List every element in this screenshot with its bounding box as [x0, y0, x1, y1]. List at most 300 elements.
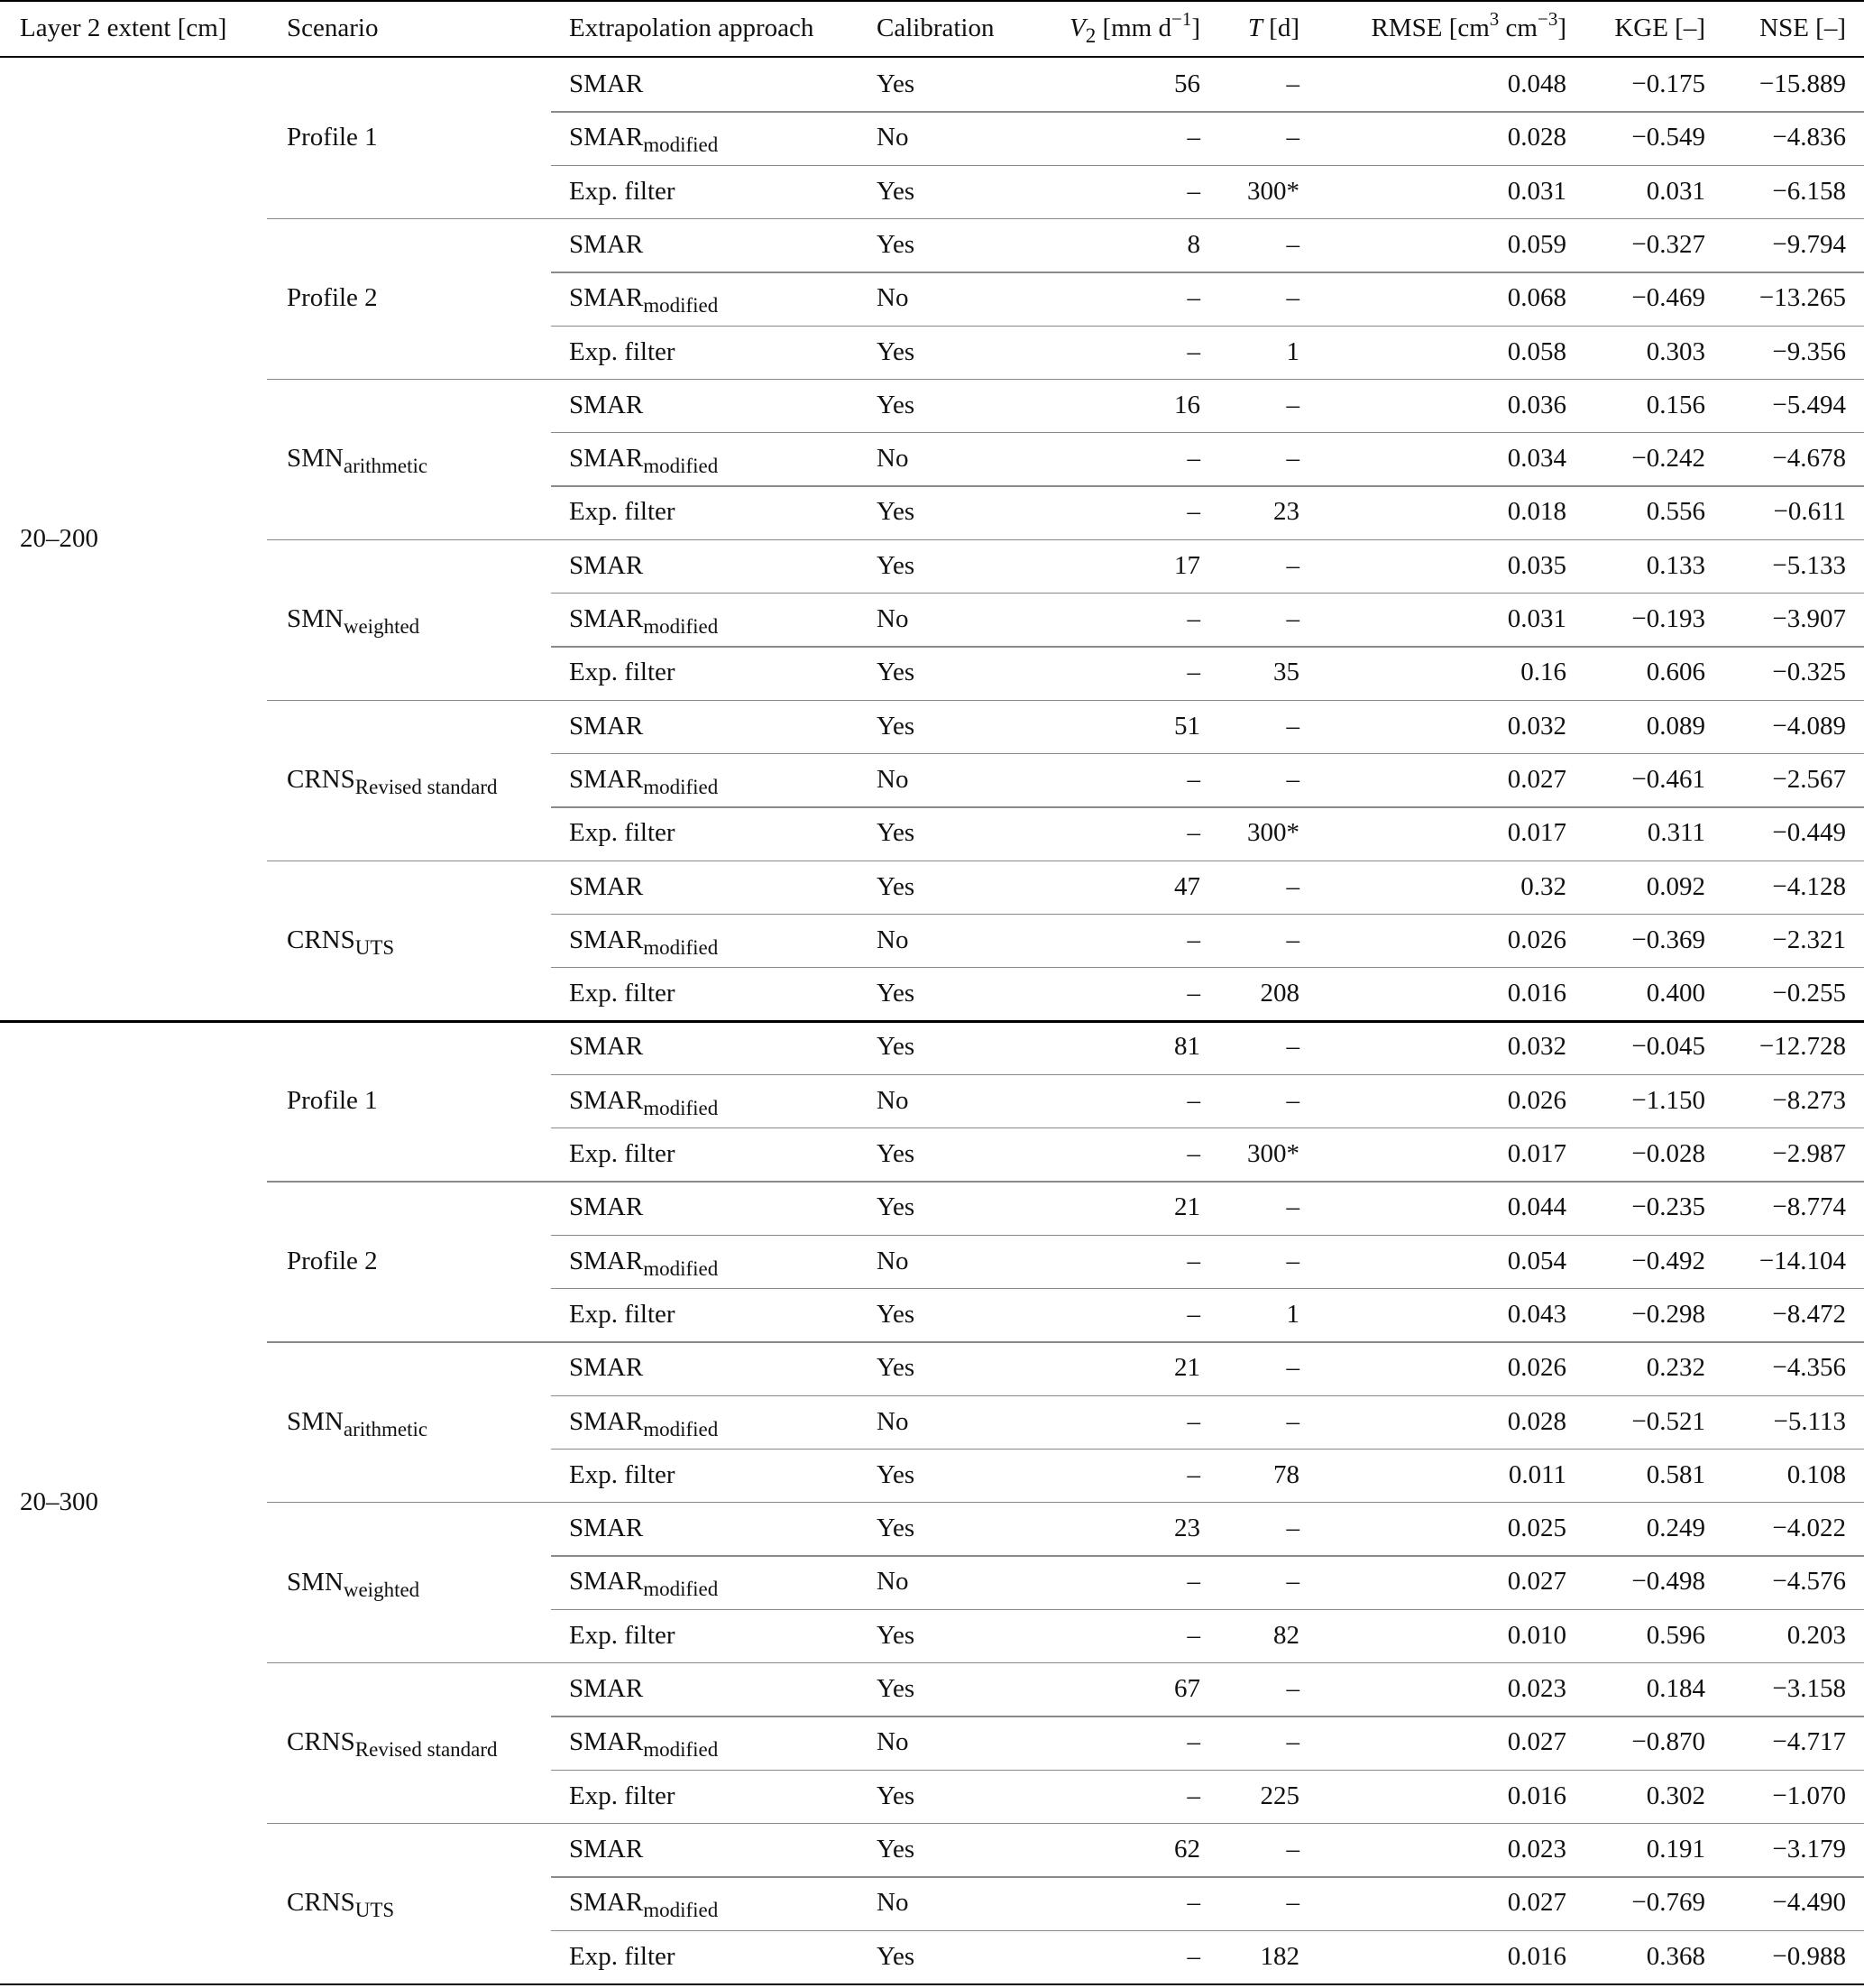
scenario-label: [287, 1556, 419, 1609]
v2-cell: 8: [1187, 229, 1200, 259]
calibration-cell: Yes: [877, 1353, 915, 1383]
kge-cell: 0.232: [1646, 1353, 1705, 1383]
rmse-cell: 0.027: [1507, 1567, 1566, 1597]
table-row: [0, 1930, 1864, 1983]
scenario-subscript: arithmetic: [343, 455, 428, 478]
calibration-cell: Yes: [877, 550, 915, 580]
approach-name: SMAR: [569, 1246, 644, 1275]
approach-name: Exp. filter: [569, 818, 675, 848]
nse-cell: −5.494: [1772, 390, 1846, 419]
approach-cell: [569, 1181, 643, 1234]
nse-cell: −8.273: [1772, 1085, 1846, 1115]
approach-subscript: modified: [643, 1096, 719, 1119]
rmse-cell: 0.023: [1507, 1674, 1566, 1703]
nse-cell: −12.728: [1758, 1032, 1846, 1062]
calibration-cell: No: [877, 1085, 909, 1115]
table-row: [0, 1823, 1864, 1876]
scenario-name: CRNS: [287, 925, 355, 954]
nse-cell: −8.472: [1772, 1299, 1846, 1329]
t-cell: 23: [1273, 497, 1299, 527]
approach-name: SMAR: [569, 283, 644, 313]
nse-cell: −2.567: [1772, 764, 1846, 794]
t-cell: 35: [1273, 658, 1299, 687]
rmse-cell: 0.054: [1507, 1246, 1566, 1275]
approach-subscript: modified: [643, 294, 719, 318]
rmse-cell: 0.068: [1507, 283, 1566, 313]
calibration-cell: Yes: [877, 229, 915, 259]
t-cell: –: [1286, 1514, 1299, 1543]
scenario-name: CRNS: [287, 1727, 355, 1757]
calibration-cell: No: [877, 1246, 909, 1275]
table-row: [0, 1341, 1864, 1394]
scenario-label: [287, 753, 498, 806]
table-row: [0, 1502, 1864, 1555]
nse-cell: −0.449: [1772, 818, 1846, 848]
v2-cell: –: [1187, 1941, 1200, 1971]
approach-name: SMAR: [569, 1032, 644, 1062]
v2-cell: –: [1187, 1781, 1200, 1810]
nse-cell: −5.113: [1773, 1406, 1846, 1436]
nse-cell: −4.356: [1772, 1353, 1846, 1383]
kge-cell: −0.175: [1631, 69, 1705, 98]
scenario-subscript: Revised standard: [354, 1738, 498, 1762]
approach-name: Exp. filter: [569, 176, 675, 206]
rmse-cell: 0.017: [1507, 1139, 1566, 1168]
v2-cell: –: [1187, 283, 1200, 313]
scenario-name: Profile 2: [287, 1246, 378, 1275]
table-row: [0, 1876, 1864, 1929]
nse-cell: −4.490: [1772, 1888, 1846, 1918]
approach-cell: [569, 1288, 675, 1341]
approach-subscript: modified: [643, 1256, 719, 1280]
rmse-cell: 0.010: [1507, 1620, 1566, 1650]
approach-name: Exp. filter: [569, 336, 675, 366]
t-cell: –: [1286, 604, 1299, 633]
approach-name: SMAR: [569, 1406, 644, 1436]
table-row: [0, 1235, 1864, 1288]
nse-cell: −4.022: [1772, 1514, 1846, 1543]
nse-cell: −0.611: [1773, 497, 1846, 527]
t-cell: –: [1286, 1888, 1299, 1918]
kge-cell: −0.521: [1631, 1406, 1705, 1436]
kge-cell: 0.184: [1646, 1674, 1705, 1703]
t-cell: –: [1286, 444, 1299, 474]
approach-cell: [569, 1502, 643, 1555]
kge-cell: 0.556: [1646, 497, 1705, 527]
approach-name: Exp. filter: [569, 1781, 675, 1810]
v2-cell: –: [1187, 979, 1200, 1008]
v2-cell: –: [1187, 1459, 1200, 1489]
rmse-cell: 0.048: [1507, 69, 1566, 98]
approach-cell: [569, 1823, 643, 1876]
approach-cell: [569, 1449, 675, 1502]
rmse-cell: 0.034: [1507, 444, 1566, 474]
v2-cell: –: [1187, 1085, 1200, 1115]
calibration-cell: No: [877, 1727, 909, 1757]
approach-name: SMAR: [569, 1192, 644, 1222]
v2-cell: 17: [1174, 550, 1200, 580]
table-row: [0, 914, 1864, 967]
t-cell: –: [1286, 390, 1299, 419]
kge-cell: 0.596: [1646, 1620, 1705, 1650]
scenario-label: [287, 272, 378, 325]
kge-cell: 0.606: [1646, 658, 1705, 687]
v2-cell: 23: [1174, 1514, 1200, 1543]
scenario-subscript: weighted: [343, 1578, 420, 1601]
approach-cell: [569, 1341, 643, 1394]
kge-cell: 0.311: [1647, 818, 1705, 848]
header-rmse-a: RMSE [cm: [1371, 14, 1490, 42]
calibration-cell: Yes: [877, 1299, 915, 1329]
rmse-cell: 0.043: [1507, 1299, 1566, 1329]
table-row: [0, 1449, 1864, 1502]
nse-cell: −14.104: [1758, 1246, 1846, 1275]
calibration-cell: No: [877, 604, 909, 633]
scenario-name: SMN: [287, 1406, 344, 1436]
v2-cell: –: [1187, 1888, 1200, 1918]
nse-cell: −3.907: [1772, 604, 1846, 633]
approach-name: Exp. filter: [569, 979, 675, 1008]
approach-name: SMAR: [569, 925, 644, 954]
approach-cell: [569, 1609, 675, 1662]
kge-cell: −0.769: [1631, 1888, 1705, 1918]
approach-name: SMAR: [569, 711, 644, 741]
t-cell: 1: [1286, 1299, 1299, 1329]
calibration-cell: Yes: [877, 1192, 915, 1222]
header-v2-sub: 2: [1085, 24, 1097, 47]
t-cell: –: [1286, 1406, 1299, 1436]
kge-cell: 0.089: [1646, 711, 1705, 741]
v2-cell: 21: [1174, 1192, 1200, 1222]
approach-subscript: modified: [643, 615, 719, 638]
approach-subscript: modified: [643, 1578, 719, 1601]
v2-cell: 81: [1174, 1032, 1200, 1062]
table-row: [0, 861, 1864, 914]
approach-name: SMAR: [569, 390, 644, 419]
table-header-row: [0, 2, 1864, 55]
approach-name: SMAR: [569, 1514, 644, 1543]
scenario-subscript: weighted: [343, 615, 420, 639]
bottom-rule: [0, 1983, 1864, 1985]
nse-cell: −4.128: [1772, 871, 1846, 901]
approach-cell: [569, 700, 643, 753]
nse-cell: −5.133: [1772, 550, 1846, 580]
scenario-name: Profile 1: [287, 123, 378, 152]
kge-cell: 0.092: [1646, 871, 1705, 901]
approach-cell: [569, 58, 643, 111]
t-cell: –: [1286, 1246, 1299, 1275]
kge-cell: −1.150: [1631, 1085, 1705, 1115]
kge-cell: −0.549: [1631, 123, 1705, 152]
calibration-cell: Yes: [877, 818, 915, 848]
calibration-cell: Yes: [877, 69, 915, 98]
kge-cell: −0.045: [1631, 1032, 1705, 1062]
scenario-name: CRNS: [287, 1888, 355, 1918]
calibration-cell: Yes: [877, 1941, 915, 1971]
scenario-name: Profile 2: [287, 283, 378, 313]
rmse-cell: 0.035: [1507, 550, 1566, 580]
v2-cell: –: [1187, 658, 1200, 687]
approach-name: SMAR: [569, 123, 644, 152]
nse-cell: −3.158: [1772, 1674, 1846, 1703]
table-row: [0, 806, 1864, 860]
kge-cell: −0.369: [1631, 925, 1705, 954]
kge-cell: −0.461: [1631, 764, 1705, 794]
nse-cell: −0.325: [1772, 658, 1846, 687]
t-cell: –: [1286, 69, 1299, 98]
t-cell: –: [1286, 229, 1299, 259]
t-cell: –: [1286, 1032, 1299, 1062]
table-row: [0, 967, 1864, 1020]
table-row: [0, 1555, 1864, 1608]
approach-name: SMAR: [569, 1834, 644, 1864]
nse-cell: −2.321: [1772, 925, 1846, 954]
v2-cell: 47: [1174, 871, 1200, 901]
t-cell: –: [1286, 764, 1299, 794]
t-cell: –: [1286, 283, 1299, 313]
kge-cell: 0.302: [1646, 1781, 1705, 1810]
nse-cell: −1.070: [1772, 1781, 1846, 1810]
rmse-cell: 0.017: [1507, 818, 1566, 848]
scenario-label: [287, 914, 394, 967]
rmse-cell: 0.32: [1520, 871, 1566, 901]
header-v2-unit-b: ]: [1191, 14, 1200, 42]
t-cell: –: [1286, 1353, 1299, 1383]
scenario-name: SMN: [287, 604, 344, 634]
table-row: [0, 593, 1864, 646]
table-row: [0, 700, 1864, 753]
scenario-label: [287, 1876, 394, 1929]
rmse-cell: 0.032: [1507, 1032, 1566, 1062]
nse-cell: −4.089: [1772, 711, 1846, 741]
approach-cell: [569, 272, 718, 325]
approach-name: SMAR: [569, 1353, 644, 1383]
calibration-cell: Yes: [877, 390, 915, 419]
kge-cell: −0.028: [1631, 1139, 1705, 1168]
table-row: [0, 111, 1864, 164]
nse-cell: −2.987: [1772, 1139, 1846, 1168]
approach-subscript: modified: [643, 133, 719, 157]
scenario-label: [287, 1395, 427, 1449]
rmse-cell: 0.016: [1507, 1941, 1566, 1971]
v2-cell: –: [1187, 444, 1200, 474]
v2-cell: 51: [1174, 711, 1200, 741]
table-row: [0, 272, 1864, 325]
rmse-cell: 0.032: [1507, 711, 1566, 741]
approach-cell: [569, 432, 718, 485]
scenario-subscript: arithmetic: [343, 1417, 428, 1440]
layer-extent-label: 20–200: [20, 524, 98, 554]
rmse-cell: 0.059: [1507, 229, 1566, 259]
calibration-cell: Yes: [877, 1032, 915, 1062]
approach-cell: [569, 218, 643, 272]
v2-cell: –: [1187, 497, 1200, 527]
header-scenario: Scenario: [287, 14, 379, 42]
t-cell: –: [1286, 925, 1299, 954]
scenario-name: SMN: [287, 444, 344, 474]
kge-cell: 0.249: [1646, 1514, 1705, 1543]
top-rule: [0, 0, 1864, 2]
t-cell: 182: [1260, 1941, 1299, 1971]
header-t-var: T: [1247, 14, 1263, 42]
scenario-subscript: UTS: [354, 935, 395, 959]
table-row: [0, 218, 1864, 272]
t-cell: –: [1286, 1192, 1299, 1222]
approach-name: SMAR: [569, 229, 644, 259]
calibration-cell: No: [877, 764, 909, 794]
kge-cell: 0.031: [1646, 176, 1705, 206]
scenario-label: [287, 1235, 378, 1288]
v2-cell: 62: [1174, 1834, 1200, 1864]
approach-cell: [569, 861, 643, 914]
nse-cell: −4.717: [1772, 1727, 1846, 1757]
calibration-cell: Yes: [877, 871, 915, 901]
header-v2-sup: −1: [1171, 8, 1192, 30]
nse-cell: −3.179: [1772, 1834, 1846, 1864]
rmse-cell: 0.031: [1507, 176, 1566, 206]
nse-cell: −13.265: [1758, 283, 1846, 313]
kge-cell: −0.492: [1631, 1246, 1705, 1275]
t-cell: 300*: [1247, 1139, 1299, 1168]
approach-cell: [569, 806, 675, 860]
t-cell: –: [1286, 711, 1299, 741]
approach-cell: [569, 165, 675, 218]
kge-cell: −0.298: [1631, 1299, 1705, 1329]
approach-subscript: modified: [643, 775, 719, 798]
header-t-unit: [d]: [1262, 14, 1299, 42]
rmse-cell: 0.016: [1507, 1781, 1566, 1810]
nse-cell: −4.678: [1772, 444, 1846, 474]
v2-cell: 67: [1174, 1674, 1200, 1703]
calibration-cell: Yes: [877, 1459, 915, 1489]
table-row: [0, 432, 1864, 485]
header-layer-extent: Layer 2 extent [cm]: [20, 14, 227, 42]
approach-subscript: modified: [643, 935, 719, 959]
rmse-cell: 0.027: [1507, 1727, 1566, 1757]
approach-cell: [569, 593, 718, 646]
calibration-cell: No: [877, 1567, 909, 1597]
scenario-name: Profile 1: [287, 1085, 378, 1115]
t-cell: –: [1286, 1567, 1299, 1597]
kge-cell: 0.191: [1646, 1834, 1705, 1864]
header-v2: [1070, 2, 1200, 55]
layer-extent-label: 20–300: [20, 1486, 98, 1516]
rmse-cell: 0.026: [1507, 1353, 1566, 1383]
header-kge: KGE [–]: [1614, 14, 1705, 42]
t-cell: 82: [1273, 1620, 1299, 1650]
table-row: [0, 1127, 1864, 1181]
rmse-cell: 0.016: [1507, 979, 1566, 1008]
kge-cell: −0.870: [1631, 1727, 1705, 1757]
scenario-label: [287, 1716, 498, 1769]
table-row: [0, 379, 1864, 432]
kge-cell: −0.469: [1631, 283, 1705, 313]
header-t: [1248, 2, 1299, 55]
calibration-cell: No: [877, 925, 909, 954]
kge-cell: 0.156: [1646, 390, 1705, 419]
approach-name: Exp. filter: [569, 1941, 675, 1971]
rmse-cell: 0.058: [1507, 336, 1566, 366]
approach-name: SMAR: [569, 69, 644, 98]
approach-cell: [569, 1235, 718, 1288]
calibration-cell: No: [877, 444, 909, 474]
table-row: [0, 646, 1864, 699]
v2-cell: 56: [1174, 69, 1200, 98]
t-cell: –: [1286, 871, 1299, 901]
kge-cell: 0.581: [1646, 1459, 1705, 1489]
t-cell: 1: [1286, 336, 1299, 366]
t-cell: 208: [1260, 979, 1299, 1008]
t-cell: –: [1286, 1085, 1299, 1115]
approach-name: SMAR: [569, 871, 644, 901]
scenario-name: SMN: [287, 1567, 344, 1597]
kge-cell: 0.400: [1646, 979, 1705, 1008]
calibration-cell: No: [877, 1888, 909, 1918]
approach-name: SMAR: [569, 604, 644, 633]
approach-cell: [569, 1074, 718, 1127]
v2-cell: –: [1187, 1406, 1200, 1436]
calibration-cell: Yes: [877, 497, 915, 527]
rmse-cell: 0.026: [1507, 1085, 1566, 1115]
approach-name: SMAR: [569, 1888, 644, 1918]
approach-cell: [569, 967, 675, 1020]
approach-cell: [569, 1127, 675, 1181]
approach-name: SMAR: [569, 1085, 644, 1115]
table-row: [0, 58, 1864, 111]
kge-cell: −0.193: [1631, 604, 1705, 633]
table-row: [0, 1609, 1864, 1662]
approach-cell: [569, 485, 675, 538]
v2-cell: –: [1187, 336, 1200, 366]
v2-cell: –: [1187, 1620, 1200, 1650]
kge-cell: −0.235: [1631, 1192, 1705, 1222]
approach-name: SMAR: [569, 1674, 644, 1703]
calibration-cell: No: [877, 123, 909, 152]
calibration-cell: Yes: [877, 176, 915, 206]
calibration-cell: No: [877, 283, 909, 313]
table-row: [0, 1662, 1864, 1716]
approach-cell: [569, 1555, 718, 1608]
header-rmse-sup2: −3: [1537, 8, 1558, 30]
approach-cell: [569, 326, 675, 379]
header-rmse-b: cm: [1499, 14, 1538, 42]
calibration-cell: Yes: [877, 711, 915, 741]
approach-cell: [569, 379, 643, 432]
approach-subscript: modified: [643, 455, 719, 478]
table-row: [0, 1716, 1864, 1769]
approach-cell: [569, 539, 643, 593]
scenario-subscript: Revised standard: [354, 776, 498, 799]
v2-cell: 21: [1174, 1353, 1200, 1383]
calibration-cell: Yes: [877, 1834, 915, 1864]
scenario-label: [287, 1074, 378, 1127]
approach-subscript: modified: [643, 1899, 719, 1922]
v2-cell: –: [1187, 1139, 1200, 1168]
header-rmse-sup1: 3: [1489, 8, 1500, 30]
approach-name: SMAR: [569, 1567, 644, 1597]
calibration-cell: Yes: [877, 336, 915, 366]
approach-cell: [569, 646, 675, 699]
header-rmse-c: ]: [1557, 14, 1566, 42]
approach-name: Exp. filter: [569, 497, 675, 527]
kge-cell: −0.498: [1631, 1567, 1705, 1597]
calibration-cell: Yes: [877, 1781, 915, 1810]
scenario-name: CRNS: [287, 765, 355, 795]
table-row: [0, 485, 1864, 538]
table-row: [0, 165, 1864, 218]
t-cell: –: [1286, 1727, 1299, 1757]
rmse-cell: 0.044: [1507, 1192, 1566, 1222]
